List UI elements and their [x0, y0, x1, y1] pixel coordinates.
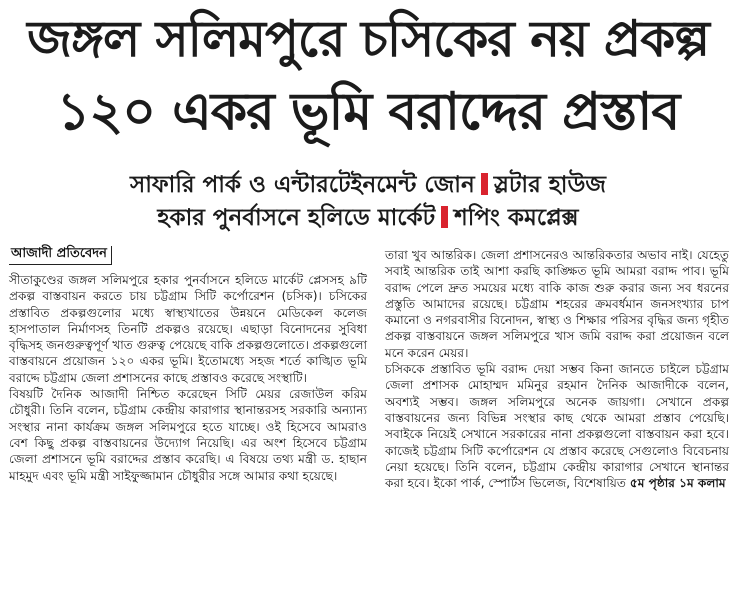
subhead-item-shopping-complex: শপিং কমপ্লেক্স: [454, 205, 579, 231]
subheadline-line-1: [0, 173, 736, 197]
subhead-item-slaughter-house: স্লটার হাউজ: [493, 172, 606, 198]
byline: আজাদী প্রতিবেদন: [9, 246, 112, 265]
paragraph: তারা খুব আন্তরিক। জেলা প্রশাসনেরও আন্তরিকতার অভাব নাই। যেহেতু সবাই আন্তরিক তাই আশা করছি কাঙ্ক্ষিত ভূমি আমরা বরাদ্দ পাব। ভূমি বরাদ্দ পেলে দ্রুত সময়ের মধ্যে বাকি কাজ শুরু করার জন্য সব ধরনের প্রস্তুতি আমাদের রয়েছে। চট্টগ্রাম শহরের ক্রমবর্ধমান জনসংখ্যার চাপ কমানো ও নগরবাসীর বিনোদন, স্বাস্থ্য ও শিক্ষার পরিসর বৃদ্ধির জন্য গৃহীত প্রকল্প বাস্তবায়নে জঙ্গল সলিমপুরে খাস জমি বরাদ্দ করা প্রয়োজন বলে মনে করেন মেয়র।: [385, 248, 729, 360]
article-column-left: [9, 272, 367, 484]
subhead-item-holiday-market: হকার পুনর্বাসনে হলিডে মার্কেট: [157, 205, 436, 231]
headline-line-1: জঙ্গল সলিমপুরে চসিকের নয় প্রকল্প: [27, 10, 709, 68]
paragraph: [385, 361, 729, 491]
red-separator-bar: [481, 173, 488, 195]
paragraph: সীতাকুণ্ডের জঙ্গল সলিমপুরে হকার পুনর্বাসনে হলিডে মার্কেট প্লেসসহ ৯টি প্রকল্প বাস্তবায়ন করতে চায় চট্টগ্রাম সিটি কর্পোরেশন (চসিক)। চসিকের প্রস্তাবিত প্রকল্পগুলোর মধ্যে স্বাস্থ্যখাতের উন্নয়নে মেডিকেল কলেজ হাসপাতাল নির্মাণসহ তিনটি প্রকল্পও রয়েছে। এছাড়া বিনোদনের সুবিধা বৃদ্ধিসহ জনগুরুত্বপূর্ণ খাত গুরুত্ব পেয়েছে বাকি প্রকল্পগুলোতে। প্রকল্পগুলো বাস্তবায়নে প্রয়োজন ১২০ একর ভূমি। ইতোমধ্যে সহজ শর্তে কাঙ্খিত ভূমি বরাদ্দে চট্টগ্রাম জেলা প্রশাসনের কাছে প্রস্তাবও করেছে সংস্থাটি।: [9, 273, 367, 385]
subheadline-line-2: [0, 206, 736, 230]
continued-on-page-note: ৫ম পৃষ্ঠার ১ম কলাম: [629, 476, 726, 491]
headline-line-2: ১২০ একর ভূমি বরাদ্দের প্রস্তাব: [56, 82, 680, 142]
subhead-item-safari-park: সাফারি পার্ক ও এন্টারটেইনমেন্ট জোন: [130, 172, 475, 198]
red-separator-bar: [441, 206, 448, 228]
article-column-right: [385, 247, 729, 491]
paragraph-text: চসিককে প্রস্তাবিত ভূমি বরাদ্দ দেয়া সম্ভব কিনা জানতে চাইলে চট্টগ্রাম জেলা প্রশাসক মোহাম্মদ মমিনুর রহমান দৈনিক আজাদীকে বলেন, অবশ্যই সম্ভব। জঙ্গল সলিমপুরে অনেক জায়গা। সেখানে প্রকল্প বাস্তবায়নের জন্য বিভিন্ন সংস্থার কাছ থেকে আমরা প্রস্তাব পেয়েছি। সবাইকে নিয়েই সেখানে সরকারের নানা প্রকল্পগুলো বাস্তবায়ন করা হবে। কাজেই চট্টগ্রাম সিটি কর্পোরেশন যে প্রস্তাব করেছে সেগুলোও বিবেচনায় নেয়া হয়েছে। তিনি বলেন, চট্টগ্রাম কেন্দ্রীয় কারাগার সেখানে স্থানান্তর করা হবে। ইকো পার্ক, স্পোর্টস ভিলেজ, বিশেষায়িত: [385, 362, 729, 491]
paragraph: বিষয়টি দৈনিক আজাদী নিশ্চিত করেছেন সিটি মেয়র রেজাউল করিম চৌধুরী। তিনি বলেন, চট্টগ্রাম কেন্দ্রীয় কারাগার স্থানান্তরসহ সরকারি অন্যান্য সংস্থার নানা কার্যক্রম জঙ্গল সলিমপুরে হতে যাচ্ছে। ওই হিসেবে আমরাও বেশ কিছু প্রকল্প বাস্তবায়নের উদ্যোগ নিয়েছি। এর অংশ হিসেবে চট্টগ্রাম জেলা প্রশাসনে ভূমি বরাদ্দের প্রস্তাব করেছি। এ বিষয়ে তথ্য মন্ত্রী ড. হাছান মাহমুদ এবং ভূমি মন্ত্রী সাইফুজ্জামান চৌধুরীর সঙ্গে আমার কথা হয়েছে।: [9, 387, 367, 483]
